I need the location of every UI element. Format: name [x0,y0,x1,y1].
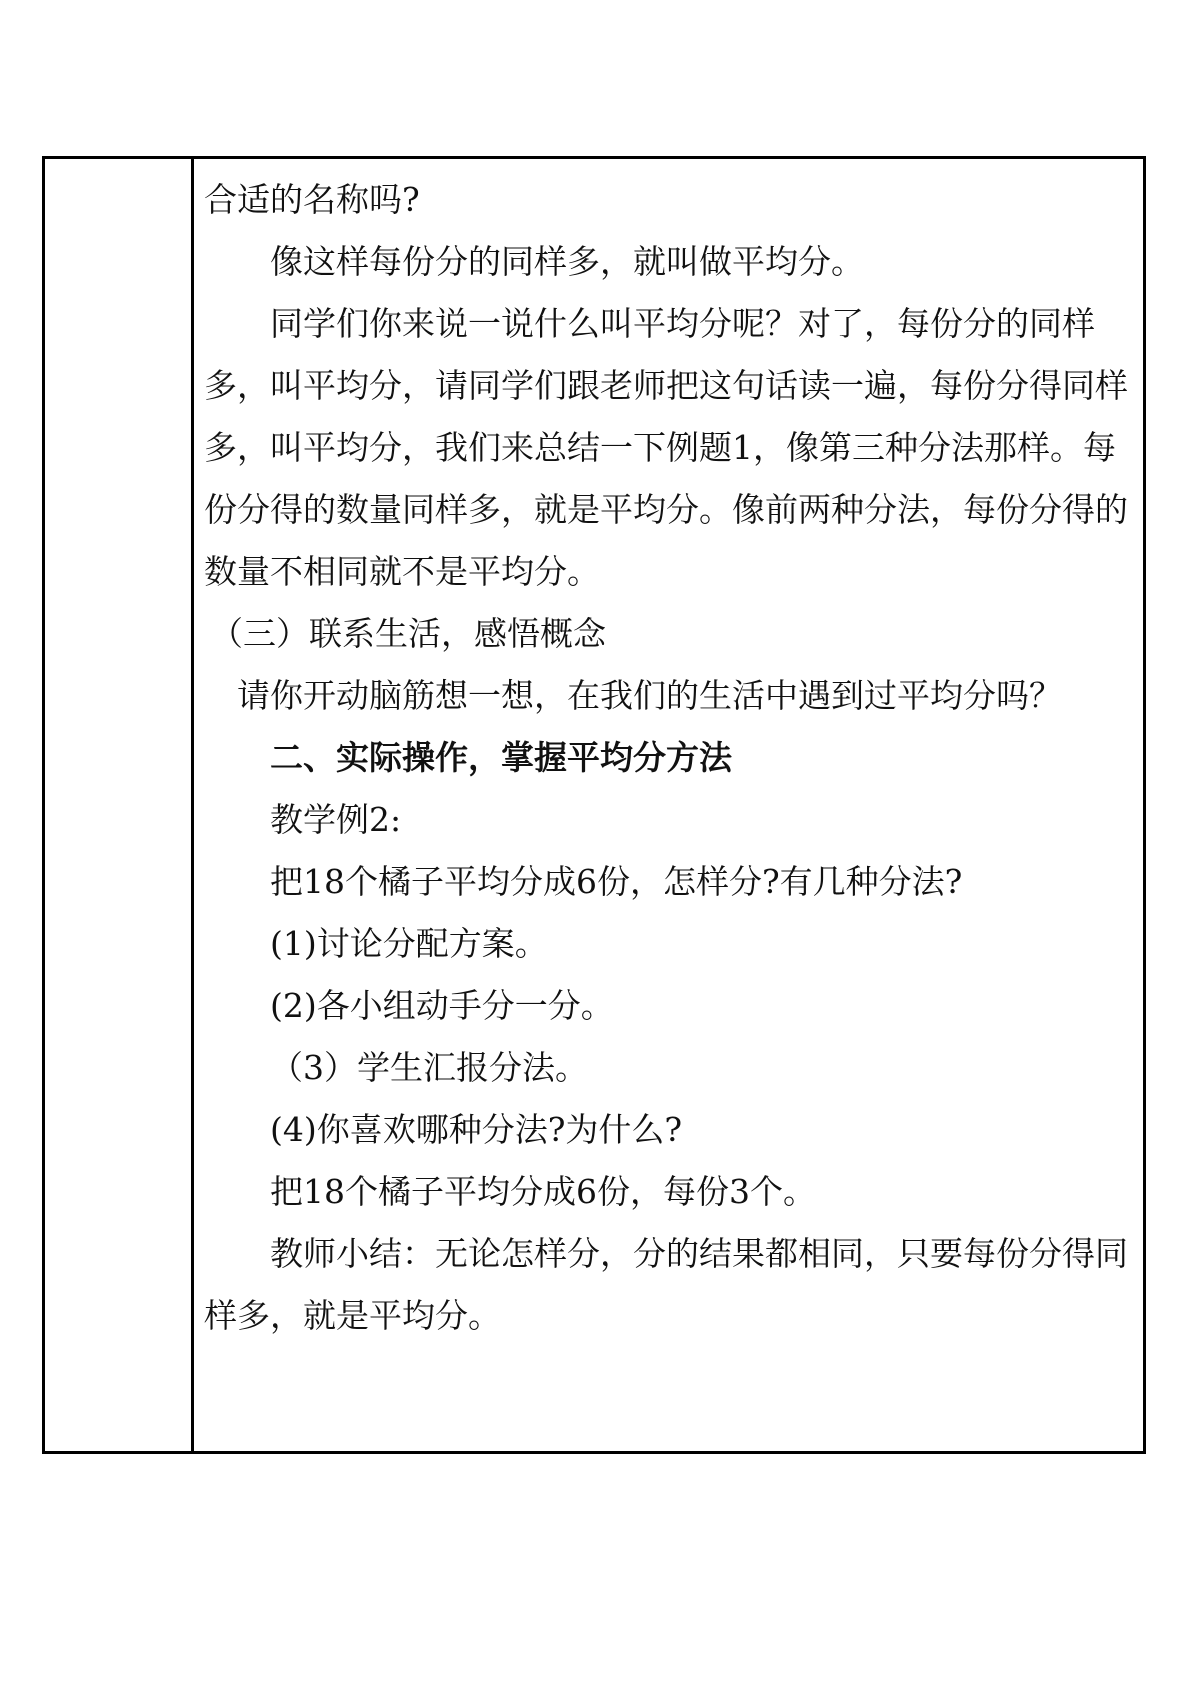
content-cell [193,158,1145,1453]
step-1: (1)讨论分配方案。 [270,924,548,963]
section-heading-practice: 二、实际操作，掌握平均分方法 [270,738,732,777]
paragraph-life-question: 请你开动脑筋想一想，在我们的生活中遇到过平均分吗？ [237,676,1062,715]
left-column-cell [44,158,193,1453]
step-4: (4)你喜欢哪种分法?为什么? [270,1110,683,1149]
teacher-summary: 教师小结：无论怎样分，分的结果都相同，只要每份分得同样多，就是平均分。 [204,1234,1128,1335]
section-heading-life: （三）联系生活，感悟概念 [210,614,606,653]
step-3: （3）学生汇报分法。 [270,1048,588,1087]
example-2-label: 教学例2: [270,800,402,839]
example-2-problem: 把18个橘子平均分成6份，怎样分?有几种分法? [270,862,963,901]
step-2: (2)各小组动手分一分。 [270,986,614,1025]
paragraph-definition: 像这样每份分的同样多，就叫做平均分。 [270,242,864,281]
example-2-answer: 把18个橘子平均分成6份，每份3个。 [270,1172,816,1211]
paragraph-summary-example1: 同学们你来说一说什么叫平均分呢？对了，每份分的同样多，叫平均分，请同学们跟老师把这句话读一遍，每份分得同样多，叫平均分，我们来总结一下例题1，像第三种分法那样。每份分得的数量同样多，就是平均分。像前两种分法，每份分得的数量不相同就不是平均分。 [204,304,1128,591]
lesson-content [194,159,1143,1347]
table-row [44,158,1145,1453]
paragraph-question-name: 合适的名称吗? [204,180,420,219]
lesson-table [42,156,1146,1454]
